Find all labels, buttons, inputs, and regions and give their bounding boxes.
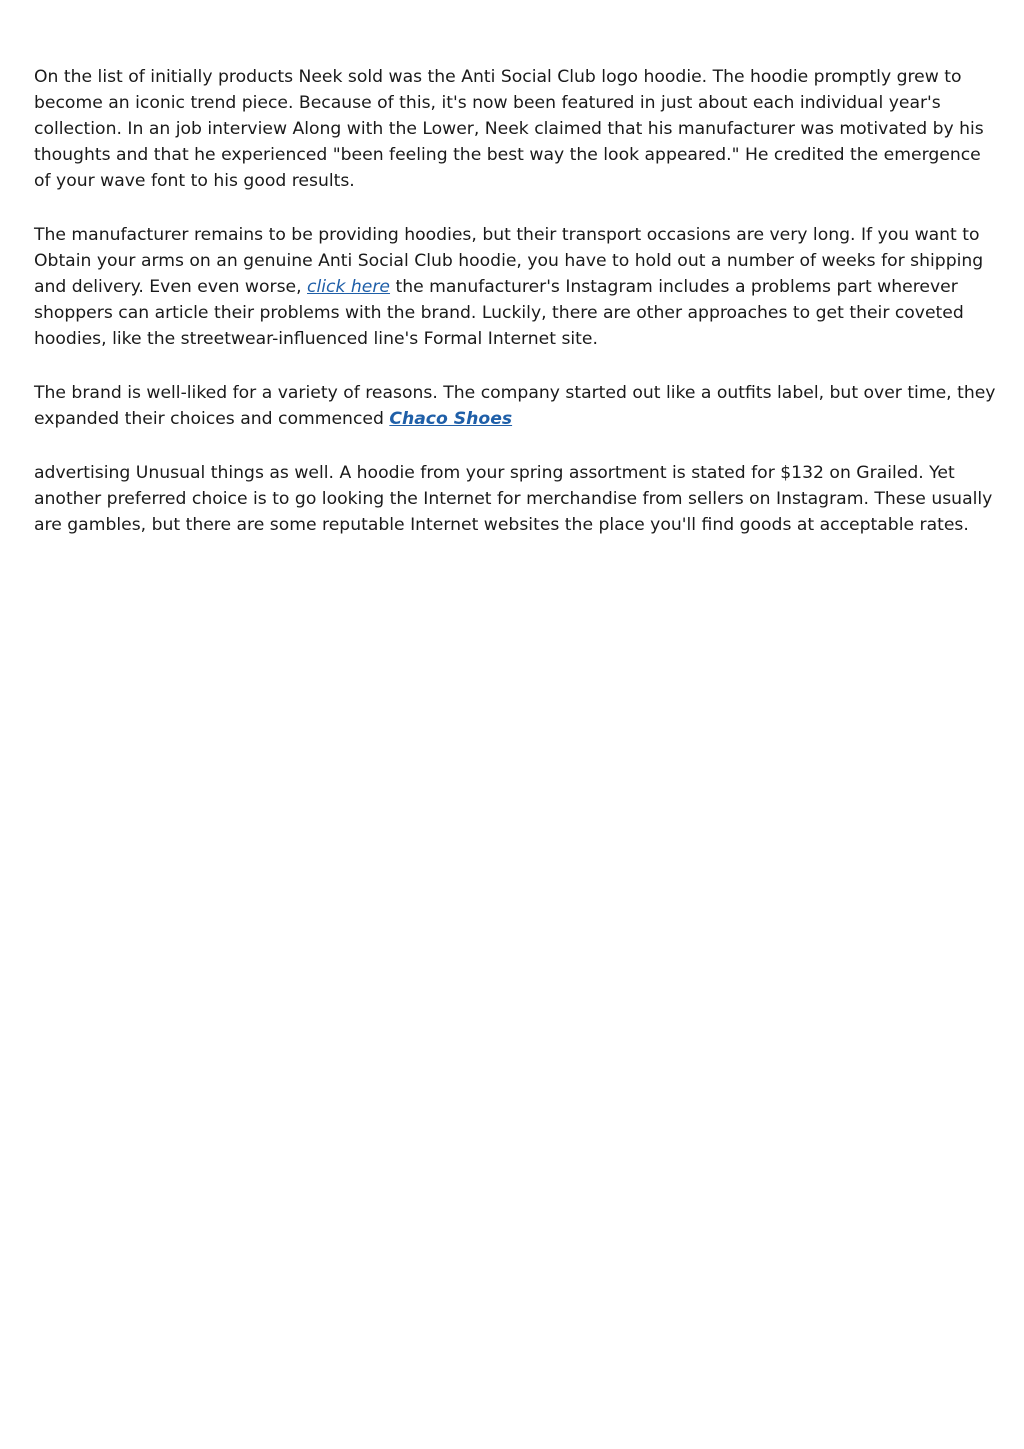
paragraph-2-text-before: The manufacturer remains to be providing hoodies, but their transport occasions are very long. If you want to Obtain your arms on an genuine Anti Social Club hoodie, you have to hold out a number of weeks for shipping and delivery. Even even worse, bbox=[34, 225, 984, 297]
click-here-link[interactable]: click here bbox=[307, 277, 391, 297]
paragraph-4 bbox=[34, 460, 996, 538]
paragraph-2 bbox=[34, 222, 996, 352]
paragraph-1-text: On the list of initially products Neek sold was the Anti Social Club logo hoodie. The hoodie promptly grew to become an iconic trend piece. Because of this, it's now been featured in just about each individual year's collection. In an job interview Along with the Lower, Neek claimed that his manufacturer was motivated by his thoughts and that he experienced "been feeling the best way the look appeared." He credited the emergence of your wave font to his good results. bbox=[34, 67, 984, 191]
paragraph-4-text: advertising Unusual things as well. A hoodie from your spring assortment is stated for $132 on Grailed. Yet another preferred choice is to go looking the Internet for merchandise from sellers on Instagram. These usually are gambles, but there are some reputable Internet websites the place you'll find goods at acceptable rates. bbox=[34, 463, 993, 535]
chaco-shoes-link[interactable]: Chaco Shoes bbox=[389, 409, 513, 429]
paragraph-3 bbox=[34, 380, 996, 432]
paragraph-1 bbox=[34, 64, 996, 194]
paragraph-2-text-after: the manufacturer's Instagram includes a problems part wherever shoppers can article their problems with the brand. Luckily, there are other approaches to get their coveted hoodies, like the streetwear-influenced line's Formal Internet site. bbox=[34, 277, 964, 349]
document-body bbox=[34, 64, 996, 566]
paragraph-3-text-before: The brand is well-liked for a variety of reasons. The company started out like a outfits label, but over time, they expanded their choices and commenced bbox=[34, 383, 996, 429]
